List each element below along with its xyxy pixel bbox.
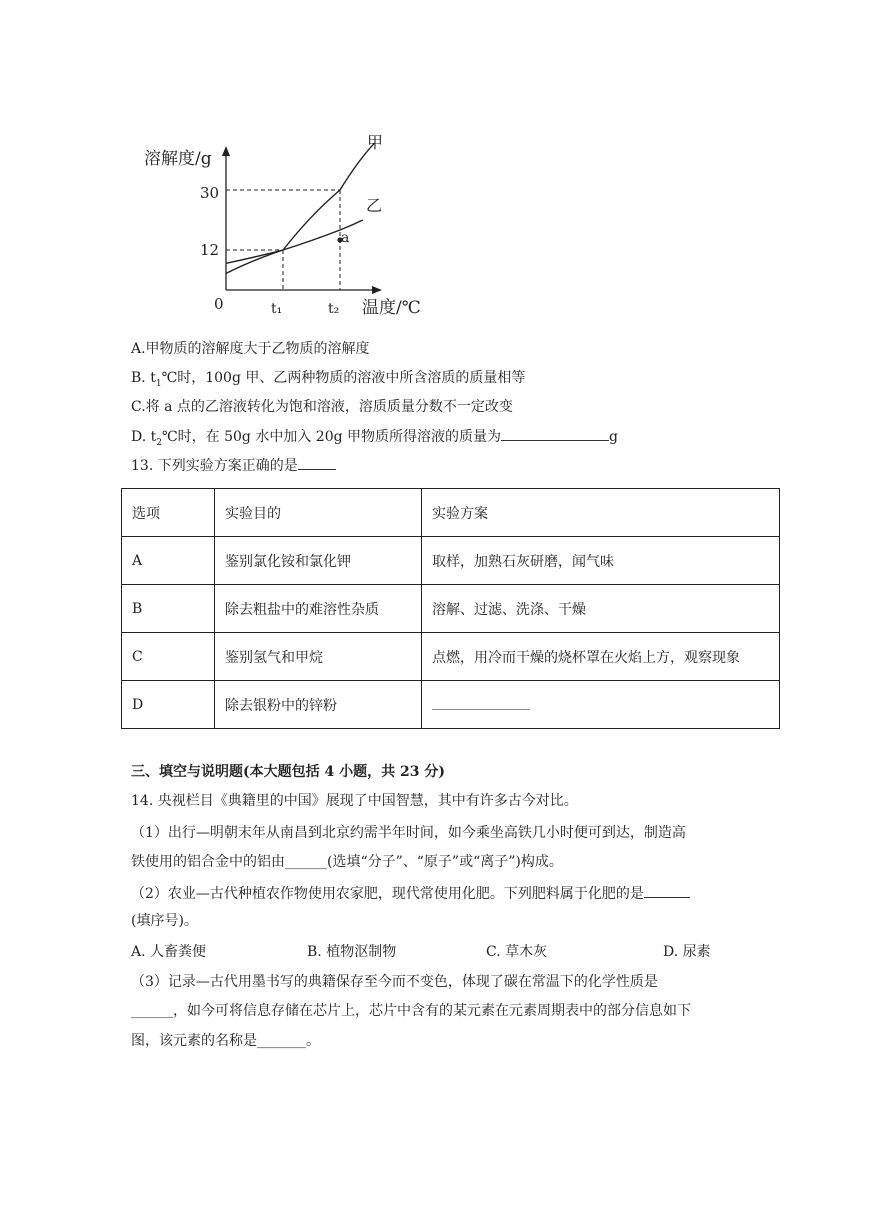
table-row	[122, 633, 780, 681]
q14-stem: 14. 央视栏目《典籍里的中国》展现了中国智慧，其中有许多古今对比。	[131, 793, 578, 809]
q14-part1-line1: （1）出行—明朝末年从南昌到北京约需半年时间，如今乘坐高铁几小时便可到达，制造高	[131, 825, 686, 841]
q14-part2-line1	[131, 883, 690, 904]
experiment-table	[121, 488, 780, 729]
header-plan: 实验方案	[422, 489, 780, 537]
q14-option-a: A. 人畜粪便	[131, 944, 207, 960]
x-tick-t2: t₂	[328, 301, 340, 317]
q12-option-c: C.将 a 点的乙溶液转化为饱和溶液，溶质质量分数不一定改变	[131, 399, 513, 415]
q14-part3-line1: （3）记录—古代用墨书写的典籍保存至今而不变色，体现了碳在常温下的化学性质是	[131, 974, 658, 990]
q12-option-d-sub: 2	[156, 437, 162, 448]
x-axis-label: 温度/℃	[362, 298, 421, 318]
row-d-answer-blank[interactable]	[432, 695, 530, 710]
q13-answer-blank[interactable]	[298, 455, 336, 470]
x-tick-t1: t₁	[271, 301, 283, 317]
point-label-a: a	[341, 230, 350, 246]
series-label-jia: 甲	[367, 133, 384, 152]
y-tick-30: 30	[200, 184, 220, 202]
q12-option-b-pre: B. t	[131, 370, 156, 386]
row-d-option: D	[122, 681, 215, 729]
row-d-purpose: 除去银粉中的锌粉	[215, 681, 422, 729]
header-purpose: 实验目的	[215, 489, 422, 537]
q13-stem-text: 13. 下列实验方案正确的是	[131, 458, 298, 474]
solubility-chart	[130, 128, 430, 328]
row-b-plan: 溶解、过滤、洗涤、干燥	[422, 585, 780, 633]
q14-option-b: B. 植物沤制物	[307, 944, 397, 960]
q12-option-d-unit: g	[609, 429, 618, 445]
y-axis-arrow-icon	[222, 146, 230, 156]
y-axis-label: 溶解度/g	[144, 149, 212, 169]
origin-label: 0	[214, 295, 224, 313]
q14-part1-line2: 铁使用的铝合金中的铝由______(选填“分子”、“原子”或“离子”)构成。	[131, 854, 563, 870]
row-c-purpose: 鉴别氢气和甲烷	[215, 633, 422, 681]
table-row	[122, 585, 780, 633]
q12-option-b-sub: 1	[155, 378, 162, 389]
row-a-plan: 取样，加熟石灰研磨，闻气味	[422, 537, 780, 585]
row-c-plan: 点燃，用冷而干燥的烧杯罩在火焰上方，观察现象	[422, 633, 780, 681]
series-curve-jia	[226, 143, 374, 273]
table-header-row	[122, 489, 780, 537]
table-row	[122, 537, 780, 585]
q14-part3-line2: ______，如今可将信息存储在芯片上，芯片中含有的某元素在元素周期表中的部分信息如下	[131, 1003, 691, 1019]
curves	[226, 143, 374, 273]
q13-stem	[131, 455, 336, 476]
x-axis-arrow-icon	[372, 286, 382, 294]
row-b-option: B	[122, 585, 215, 633]
q12-option-b-post: ℃时，100g 甲、乙两种物质的溶液中所含溶质的质量相等	[161, 370, 526, 386]
section-3-title: 三、填空与说明题(本大题包括 4 小题，共 23 分)	[131, 764, 445, 780]
q14-option-d: D. 尿素	[663, 944, 711, 960]
q14-part2-text: （2）农业—古代种植农作物使用农家肥，现代常使用化肥。下列肥料属于化肥的是	[131, 886, 644, 902]
q12-answer-blank[interactable]	[501, 426, 609, 441]
q12-option-d-post: ℃时，在 50g 水中加入 20g 甲物质所得溶液的质量为	[162, 429, 502, 445]
header-option: 选项	[122, 489, 215, 537]
row-a-purpose: 鉴别氯化铵和氯化钾	[215, 537, 422, 585]
q14-part2-line2: (填序号)。	[131, 913, 198, 929]
row-d-plan[interactable]	[422, 681, 780, 729]
q14-option-c: C. 草木灰	[486, 944, 548, 960]
series-label-yi: 乙	[366, 196, 383, 215]
q12-option-a: A.甲物质的溶解度大于乙物质的溶解度	[131, 341, 370, 357]
table-row	[122, 681, 780, 729]
q14-part3-line3: 图，该元素的名称是_______。	[131, 1033, 320, 1049]
q14-part2-answer-blank[interactable]	[644, 883, 690, 898]
y-tick-12: 12	[200, 241, 220, 259]
q12-option-b	[131, 368, 525, 394]
q12-option-d-pre: D. t	[131, 429, 157, 445]
q12-option-d	[131, 426, 618, 453]
row-a-option: A	[122, 537, 215, 585]
row-c-option: C	[122, 633, 215, 681]
row-b-purpose: 除去粗盐中的难溶性杂质	[215, 585, 422, 633]
